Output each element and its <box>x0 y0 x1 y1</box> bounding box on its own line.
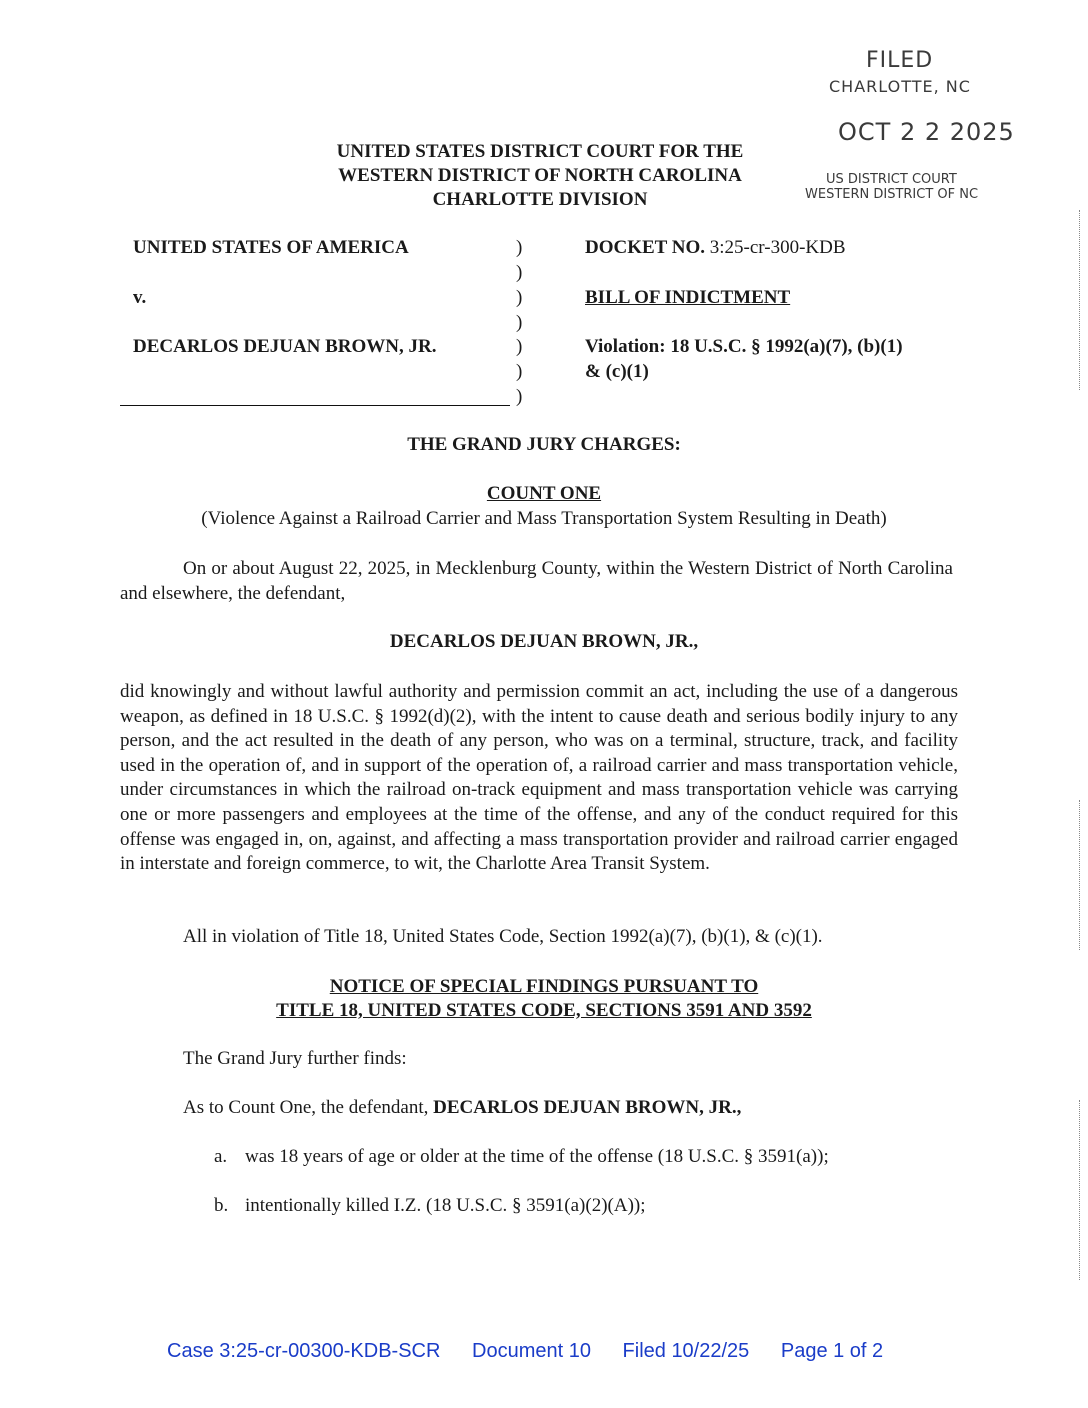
notice-heading-line1: NOTICE OF SPECIAL FINDINGS PURSUANT TO <box>329 976 759 997</box>
caption-paren: ) <box>516 237 523 258</box>
docket-label: DOCKET NO. <box>585 237 706 258</box>
violation-line1: Violation: 18 U.S.C. § 1992(a)(7), (b)(1) <box>585 336 903 357</box>
filed-stamp-title: FILED <box>866 48 934 73</box>
caption-paren: ) <box>516 386 523 407</box>
court-heading-line1: UNITED STATES DISTRICT COURT FOR THE <box>336 141 744 162</box>
court-heading <box>290 140 790 212</box>
ecf-footer <box>167 1340 909 1363</box>
filed-stamp-court: US DISTRICT COURT <box>826 172 957 187</box>
docket-number: 3:25-cr-300-KDB <box>709 237 846 258</box>
notice-as-to-prefix: As to Count One, the defendant, <box>183 1097 429 1118</box>
plaintiff-name: UNITED STATES OF AMERICA <box>133 237 409 258</box>
footer-document: Document 10 <box>472 1340 591 1362</box>
finding-item-text: was 18 years of age or older at the time of the offense (18 U.S.C. § 3591(a)); <box>245 1146 829 1167</box>
notice-as-to-name: DECARLOS DEJUAN BROWN, JR., <box>433 1097 742 1118</box>
scan-edge-mark <box>1079 210 1081 390</box>
caption-paren: ) <box>516 336 523 357</box>
court-heading-line2: WESTERN DISTRICT OF NORTH CAROLINA <box>338 165 742 186</box>
caption-paren: ) <box>516 262 523 283</box>
notice-heading <box>120 975 968 1023</box>
filed-stamp-city: CHARLOTTE, NC <box>829 77 971 96</box>
filed-stamp-district: WESTERN DISTRICT OF NC <box>805 187 979 202</box>
finding-item-text: intentionally killed I.Z. (18 U.S.C. § 3591(a)(2)(A)); <box>245 1195 646 1216</box>
court-heading-line3: CHARLOTTE DIVISION <box>432 189 648 210</box>
notice-further-finds: The Grand Jury further finds: <box>183 1048 407 1069</box>
caption-paren: ) <box>516 361 523 382</box>
charges-heading: THE GRAND JURY CHARGES: <box>407 434 681 455</box>
docket-line <box>585 237 846 259</box>
count-one-violation: All in violation of Title 18, United States Code, Section 1992(a)(7), (b)(1), & (c)(1). <box>183 926 823 947</box>
finding-item-label: a. <box>214 1146 228 1167</box>
bill-of-indictment-title: BILL OF INDICTMENT <box>585 287 791 308</box>
caption-paren: ) <box>516 287 523 308</box>
footer-filed-date: Filed 10/22/25 <box>622 1340 750 1362</box>
count-one-body: did knowingly and without lawful authority and permission commit an act, including the use of a dangerous weapon, as defined in 18 U.S.C. § 1992(d)(2), with the intent to cause death and serious bodily injury to any person, and the act resulted in the death of any person, who was on a terminal, structure, track, and facility used in the operation of, and in support of the operation of, a railroad carrier and mass transportation vehicle, under circumstances in which the railroad on-track equipment and mass transportation vehicle was carrying one or more passengers and employees at the time of the offense, and any of the conduct required for this offense was engaged in, on, against, and affecting a mass transportation provider and railroad carrier engaged in interstate and foreign commerce, to wit, the Charlotte Area Transit System. <box>120 681 958 875</box>
versus-label: v. <box>133 287 147 308</box>
filed-stamp-date: OCT 2 2 2025 <box>838 118 1015 146</box>
caption-underline <box>120 405 510 406</box>
scan-edge-mark <box>1079 800 1081 950</box>
count-one-subtitle: (Violence Against a Railroad Carrier and Mass Transportation System Resulting in Death) <box>201 508 887 529</box>
violation-line2: & (c)(1) <box>585 361 649 382</box>
finding-item-label: b. <box>214 1195 229 1216</box>
caption-paren: ) <box>516 312 523 333</box>
count-one-title: COUNT ONE <box>486 483 602 504</box>
count-one-intro: On or about August 22, 2025, in Mecklenburg County, within the Western District of North Carolina and elsewhere, the defendant, <box>120 558 953 604</box>
defendant-name: DECARLOS DEJUAN BROWN, JR. <box>133 336 437 357</box>
footer-page-number: Page 1 of 2 <box>780 1340 884 1362</box>
count-one-defendant: DECARLOS DEJUAN BROWN, JR., <box>389 631 699 652</box>
notice-heading-line2: TITLE 18, UNITED STATES CODE, SECTIONS 3591 AND 3592 <box>276 1000 812 1021</box>
footer-case-number: Case 3:25-cr-00300-KDB-SCR <box>167 1340 441 1362</box>
scan-edge-mark <box>1079 1100 1081 1280</box>
notice-as-to <box>183 1097 741 1119</box>
